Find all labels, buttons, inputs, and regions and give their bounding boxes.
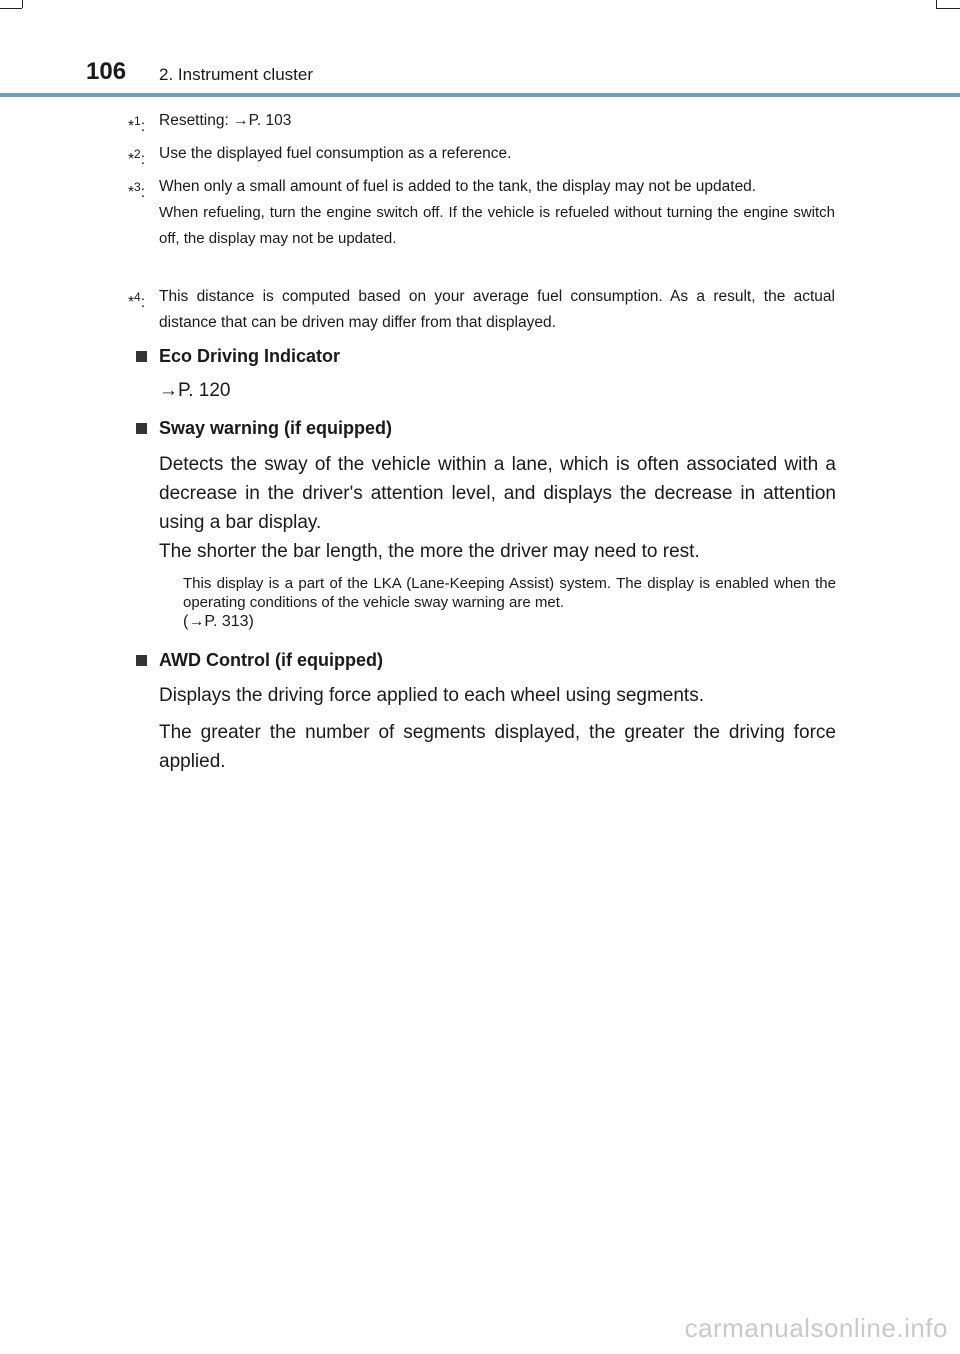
footnote-text: Use the displayed fuel consumption as a reference. xyxy=(159,145,512,162)
note-page-reference: (→P. 313) xyxy=(183,613,254,630)
section-title: AWD Control (if equipped) xyxy=(159,650,383,670)
section-sway-warning xyxy=(136,416,836,631)
footnote-marker: *$^4$: xyxy=(128,290,146,311)
footnote-marker: *$^3$: xyxy=(128,180,146,201)
page-header xyxy=(0,56,960,96)
paragraph: The shorter the bar length, the more the driver may need to rest. xyxy=(159,541,700,562)
section-title: Eco Driving Indicator xyxy=(159,346,341,366)
footnote-text: Resetting: →P. 103 xyxy=(159,112,292,129)
page-reference: →P. 120 xyxy=(159,380,231,401)
footnote-text: This distance is computed based on your average fuel consumption. As a result, the actual distance that can be driven may differ from that displayed. xyxy=(159,288,835,331)
section-title: Sway warning (if equipped) xyxy=(159,418,393,438)
footnote-text: When refueling, turn the engine switch off. If the vehicle is refueled without turning the engine switch off, the display may not be updated. xyxy=(159,204,835,247)
footnote-marker: *$^1$: xyxy=(128,114,146,135)
paragraph: Displays the driving force applied to each wheel using segments. xyxy=(159,685,704,706)
footnote-2 xyxy=(128,141,835,167)
footnote-3 xyxy=(128,174,835,252)
crop-mark-top-left-vertical xyxy=(22,0,23,8)
paragraph: Detects the sway of the vehicle within a lane, which is often associated with a decrease in the driver's attention level, and displays the decrease in attention using a bar display. xyxy=(159,454,836,533)
chapter-title: 2. Instrument cluster xyxy=(159,65,314,84)
section-eco-driving-indicator xyxy=(136,344,836,405)
footnote-text: When only a small amount of fuel is added to the tank, the display may not be updated. xyxy=(159,178,757,195)
footnote-4 xyxy=(128,284,835,336)
page-number: 106 xyxy=(86,58,127,85)
paragraph: The greater the number of segments displayed, the greater the driving force applied. xyxy=(159,722,836,772)
note-text: This display is a part of the LKA (Lane-Keeping Assist) system. The display is enabled when the operating conditions of the vehicle sway warning are met. xyxy=(183,575,836,611)
crop-mark-top-left-horizontal xyxy=(0,8,22,9)
watermark-text: carmanualsonline.info xyxy=(684,1313,948,1343)
crop-mark-top-right-vertical xyxy=(936,0,937,8)
section-bullet-square xyxy=(136,423,147,434)
footnote-1 xyxy=(128,108,835,134)
footnote-marker: *$^2$: xyxy=(128,147,146,168)
section-bullet-square xyxy=(136,655,147,666)
header-rule xyxy=(0,93,960,97)
section-bullet-square xyxy=(136,351,147,362)
section-awd-control xyxy=(136,648,836,776)
crop-mark-top-right-horizontal xyxy=(936,8,960,9)
